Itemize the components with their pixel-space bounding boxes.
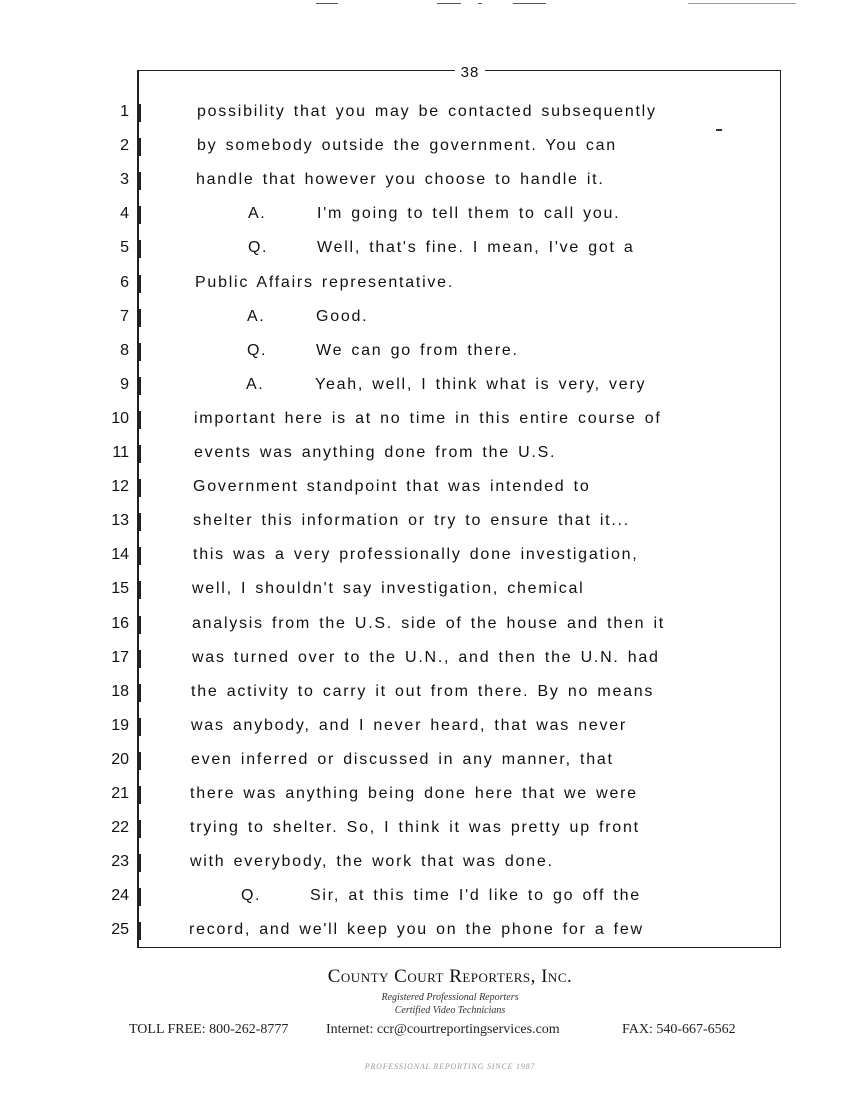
fax-number: FAX: 540-667-6562 [622, 1022, 736, 1037]
line-number: 18 [111, 683, 129, 700]
line-tick [135, 581, 141, 599]
speaker-label: Q. [248, 239, 269, 256]
line-number: 21 [111, 785, 129, 802]
line-number: 19 [111, 717, 129, 734]
line-tick [135, 343, 141, 361]
scan-top-marks [0, 0, 850, 10]
line-number: 2 [120, 137, 129, 154]
line-tick [135, 718, 141, 736]
line-tick [135, 275, 141, 293]
transcript-line: analysis from the U.S. side of the house and then it [192, 615, 665, 632]
line-number: 1 [120, 103, 129, 120]
transcript-line: Public Affairs representative. [195, 274, 454, 291]
transcript-line: shelter this information or try to ensure that it... [193, 512, 630, 529]
transcript-line: I'm going to tell them to call you. [317, 205, 621, 222]
speaker-label: A. [247, 308, 266, 325]
footer-fineprint: PROFESSIONAL REPORTING SINCE 1987 [364, 1062, 536, 1071]
line-tick [135, 650, 141, 668]
line-number: 14 [111, 546, 129, 563]
scan-mark [478, 3, 482, 4]
line-number: 7 [120, 308, 129, 325]
line-number: 13 [111, 512, 129, 529]
line-tick [135, 411, 141, 429]
transcript-line: events was anything done from the U.S. [194, 444, 557, 461]
page-number: 38 [455, 64, 485, 81]
line-number: 17 [111, 649, 129, 666]
line-tick [135, 888, 141, 906]
transcript-line: Good. [316, 308, 369, 325]
line-tick [135, 240, 141, 258]
line-tick [135, 172, 141, 190]
transcript-line: there was anything being done here that we were [190, 785, 638, 802]
scan-mark [316, 3, 338, 4]
transcript-line: well, I shouldn't say investigation, chemical [192, 580, 585, 597]
line-number: 3 [120, 171, 129, 188]
scan-mark [437, 3, 461, 4]
transcript-line: was turned over to the U.N., and then the U.N. had [192, 649, 660, 666]
speaker-label: A. [246, 376, 265, 393]
transcript-line: Sir, at this time I'd like to go off the [310, 887, 641, 904]
transcript-line: even inferred or discussed in any manner, that [191, 751, 614, 768]
transcript-line: Yeah, well, I think what is very, very [315, 376, 647, 393]
line-number: 12 [111, 478, 129, 495]
company-tagline-reporters: Registered Professional Reporters [381, 992, 519, 1003]
transcript-line: Well, that's fine. I mean, I've got a [317, 239, 635, 256]
transcript-line: by somebody outside the government. You can [197, 137, 617, 154]
line-tick [135, 138, 141, 156]
line-number: 24 [111, 887, 129, 904]
line-tick [135, 104, 141, 122]
line-tick [135, 547, 141, 565]
transcript-line: trying to shelter. So, I think it was pretty up front [190, 819, 640, 836]
transcript-line: We can go from there. [316, 342, 519, 359]
scan-mark [688, 3, 796, 4]
line-number: 11 [112, 444, 129, 461]
line-number: 25 [111, 921, 129, 938]
scan-speck [716, 129, 722, 131]
line-tick [135, 820, 141, 838]
line-tick [135, 922, 141, 940]
line-tick [135, 309, 141, 327]
line-tick [135, 616, 141, 634]
transcript-line: Government standpoint that was intended to [193, 478, 591, 495]
line-tick [135, 479, 141, 497]
line-number: 4 [120, 205, 129, 222]
line-tick [135, 377, 141, 395]
internet-email: Internet: ccr@courtreportingservices.com [326, 1022, 560, 1037]
line-number: 23 [111, 853, 129, 870]
line-tick [135, 206, 141, 224]
transcript-line: important here is at no time in this entire course of [194, 410, 662, 427]
contact-line [0, 1022, 850, 1042]
line-tick [135, 786, 141, 804]
transcript-line: with everybody, the work that was done. [190, 853, 554, 870]
line-tick [135, 445, 141, 463]
toll-free-number: TOLL FREE: 800-262-8777 [129, 1022, 289, 1037]
line-number: 8 [120, 342, 129, 359]
line-tick [135, 684, 141, 702]
line-number: 16 [111, 615, 129, 632]
transcript-line: handle that however you choose to handle it. [196, 171, 605, 188]
company-name: County Court Reporters, Inc. [327, 966, 573, 987]
line-number: 15 [111, 580, 129, 597]
transcript-line: was anybody, and I never heard, that was never [191, 717, 627, 734]
speaker-label: Q. [241, 887, 262, 904]
line-number: 5 [120, 239, 129, 256]
line-tick [135, 752, 141, 770]
line-number: 6 [120, 274, 129, 291]
line-number: 20 [111, 751, 129, 768]
scan-mark [513, 3, 546, 4]
line-tick [135, 513, 141, 531]
line-number: 22 [111, 819, 129, 836]
transcript-line: record, and we'll keep you on the phone for a few [189, 921, 644, 938]
transcript-line: possibility that you may be contacted subsequently [197, 103, 657, 120]
transcript-line: the activity to carry it out from there. By no means [191, 683, 655, 700]
speaker-label: Q. [247, 342, 268, 359]
company-tagline-video: Certified Video Technicians [394, 1005, 506, 1016]
transcript-line: this was a very professionally done investigation, [193, 546, 639, 563]
transcript-frame [137, 70, 781, 948]
line-number: 9 [120, 376, 129, 393]
line-number: 10 [111, 410, 129, 427]
line-tick [135, 854, 141, 872]
speaker-label: A. [248, 205, 267, 222]
